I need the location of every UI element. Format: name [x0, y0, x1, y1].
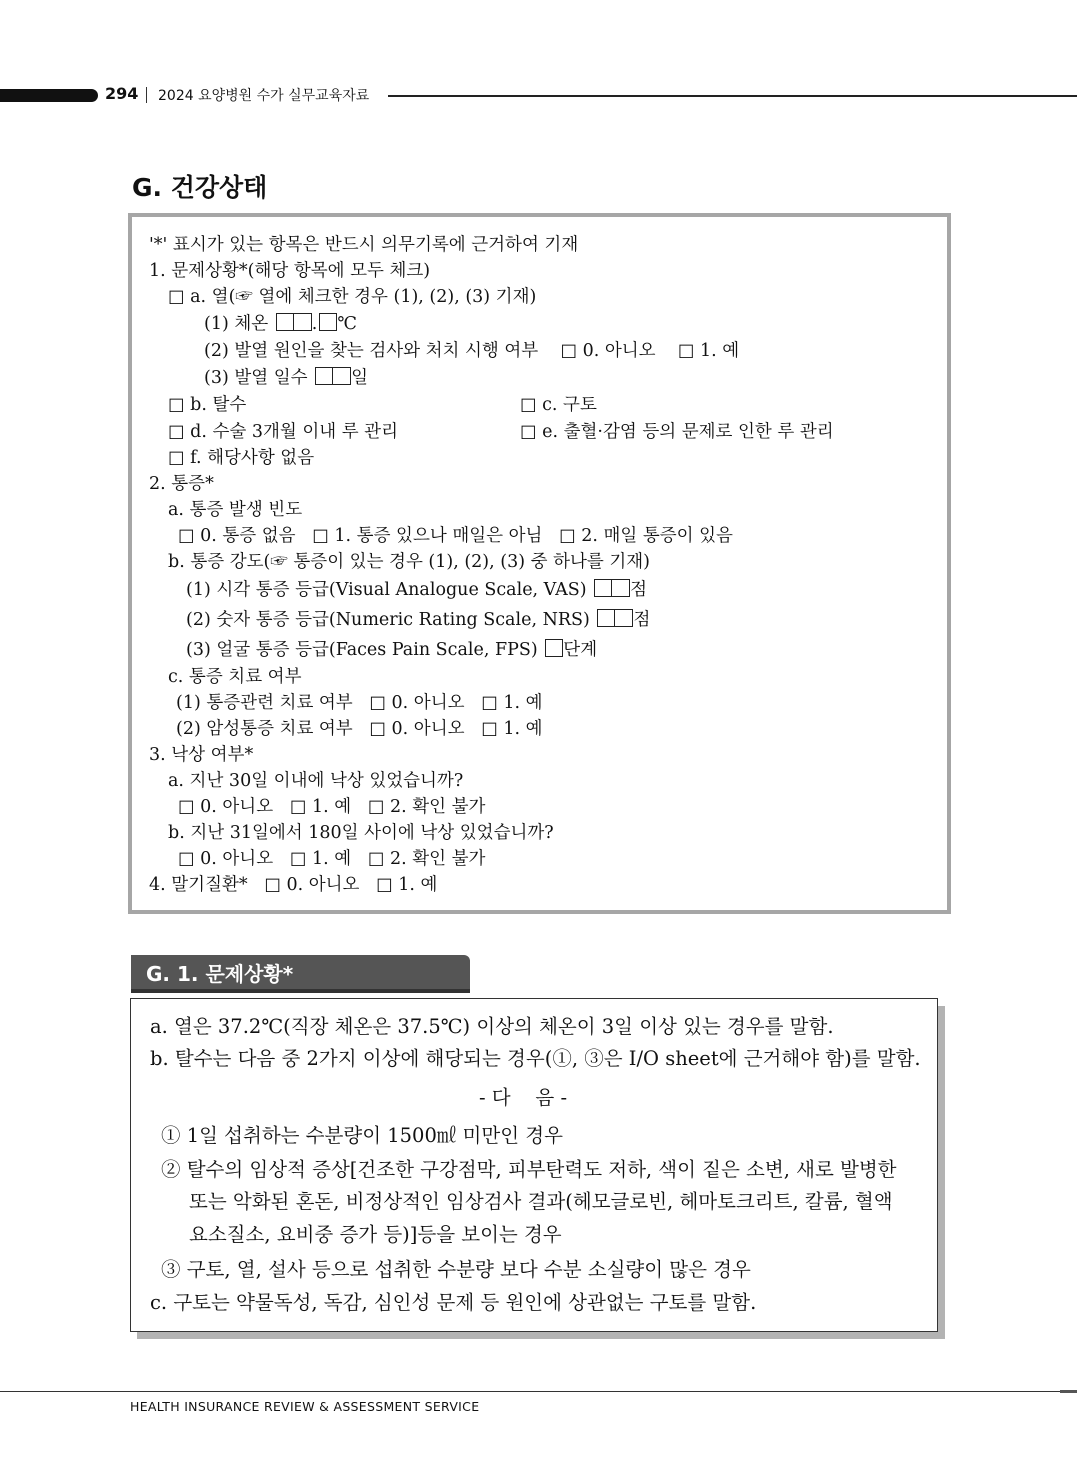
temperature-decimal-input[interactable] [319, 313, 337, 331]
q2-title: 2. 통증* [149, 474, 214, 494]
explanation-line: ② 탈수의 임상적 증상[건조한 구강점막, 피부탄력도 저하, 색이 짙은 소변, 새로 발병한 [161, 1158, 897, 1181]
q2-c: c. 통증 치료 여부 [168, 667, 302, 687]
form-note: '*' 표시가 있는 항목은 반드시 의무기록에 근거하여 기재 [149, 235, 579, 255]
q1-f-row: □ f. 해당사항 없음 [168, 448, 315, 468]
subsection-tab-underline [131, 989, 470, 993]
q1-a1-row: (1) 체온 . ℃ [204, 314, 357, 334]
footer-text: HEALTH INSURANCE REVIEW & ASSESSMENT SERVICE [130, 1399, 480, 1414]
checkbox[interactable]: □ [168, 287, 185, 307]
q1-title: 1. 문제상황*(해당 항목에 모두 체크) [149, 261, 431, 281]
q1-a2-row: (2) 발열 원인을 찾는 검사와 처치 시행 여부 □ 0. 아니오 □ 1. 예 [204, 341, 740, 361]
q1-a3-row: (3) 발열 일수 일 [204, 368, 369, 388]
q1-e-row: □ e. 출혈·감염 등의 문제로 인한 루 관리 [520, 422, 834, 442]
vas-input[interactable] [594, 579, 630, 597]
q3-a: a. 지난 30일 이내에 낙상 있었습니까? [168, 771, 464, 791]
explanation-line: ③ 구토, 열, 설사 등으로 섭취한 수분량 보다 수분 소실량이 많은 경우 [161, 1258, 751, 1281]
explanation-line: 요소질소, 요비중 증가 등)]등을 보이는 경우 [189, 1223, 562, 1246]
health-status-form [128, 213, 951, 914]
q2-b1-row: (1) 시각 통증 등급(Visual Analogue Scale, VAS) 점 [186, 580, 648, 600]
q4-row: 4. 말기질환* □ 0. 아니오 □ 1. 예 [149, 875, 438, 895]
q2-a-options: □ 0. 통증 없음 □ 1. 통증 있으나 매일은 아님 □ 2. 매일 통증이 있음 [178, 526, 733, 546]
q3-a-options: □ 0. 아니오 □ 1. 예 □ 2. 확인 불가 [178, 797, 486, 817]
footer-rule-accent [1060, 1390, 1077, 1393]
page-number: 294 [105, 84, 139, 103]
header-rule [388, 95, 1077, 97]
footer-rule [0, 1391, 1077, 1392]
q2-b3-row: (3) 얼굴 통증 등급(Faces Pain Scale, FPS) 단계 [186, 640, 598, 660]
q1-c-row: □ c. 구토 [520, 395, 597, 415]
subsection-title: G. 1. 문제상황* [146, 962, 294, 986]
explanation-line: c. 구토는 약물독성, 독감, 심인성 문제 등 원인에 상관없는 구토를 말함. [150, 1291, 757, 1314]
fps-input[interactable] [545, 639, 563, 657]
section-title: G. 건강상태 [132, 173, 268, 202]
explanation-line: a. 열은 37.2℃(직장 체온은 37.5℃) 이상의 체온이 3일 이상 있는 경우를 말함. [150, 1015, 834, 1038]
fever-days-input[interactable] [315, 367, 351, 385]
explanation-line: 또는 악화된 혼돈, 비정상적인 임상검사 결과(헤모글로빈, 헤마토크리트, 칼륨, 혈액 [189, 1190, 893, 1213]
temperature-input[interactable] [276, 313, 312, 331]
explanation-line: b. 탈수는 다음 중 2가지 이상에 해당되는 경우(①, ③은 I/O sheet에 근거해야 함)를 말함. [150, 1047, 921, 1070]
document-title: 2024 요양병원 수가 실무교육자료 [158, 88, 370, 104]
header-bar-decoration [0, 89, 98, 102]
q2-a: a. 통증 발생 빈도 [168, 500, 303, 520]
q1-d-row: □ d. 수술 3개월 이내 루 관리 [168, 422, 398, 442]
q1-a-row: □ a. 열(☞ 열에 체크한 경우 (1), (2), (3) 기재) [168, 287, 537, 307]
q1-b-row: □ b. 탈수 [168, 395, 247, 415]
q2-b: b. 통증 강도(☞ 통증이 있는 경우 (1), (2), (3) 중 하나를 기재) [168, 552, 650, 572]
q2-c2-row: (2) 암성통증 치료 여부 □ 0. 아니오 □ 1. 예 [176, 719, 543, 739]
header-separator [146, 87, 147, 103]
q3-b-options: □ 0. 아니오 □ 1. 예 □ 2. 확인 불가 [178, 849, 486, 869]
q2-c1-row: (1) 통증관련 치료 여부 □ 0. 아니오 □ 1. 예 [176, 693, 543, 713]
q3-b: b. 지난 31일에서 180일 사이에 낙상 있었습니까? [168, 823, 554, 843]
explanation-line: ① 1일 섭취하는 수분량이 1500㎖ 미만인 경우 [161, 1124, 563, 1147]
q3-title: 3. 낙상 여부* [149, 745, 254, 765]
nrs-input[interactable] [597, 609, 633, 627]
explanation-line: - 다 음 - [479, 1086, 568, 1109]
explanation-box [130, 998, 938, 1332]
q2-b2-row: (2) 숫자 통증 등급(Numeric Rating Scale, NRS) 점 [186, 610, 651, 630]
page-header [0, 84, 1077, 108]
